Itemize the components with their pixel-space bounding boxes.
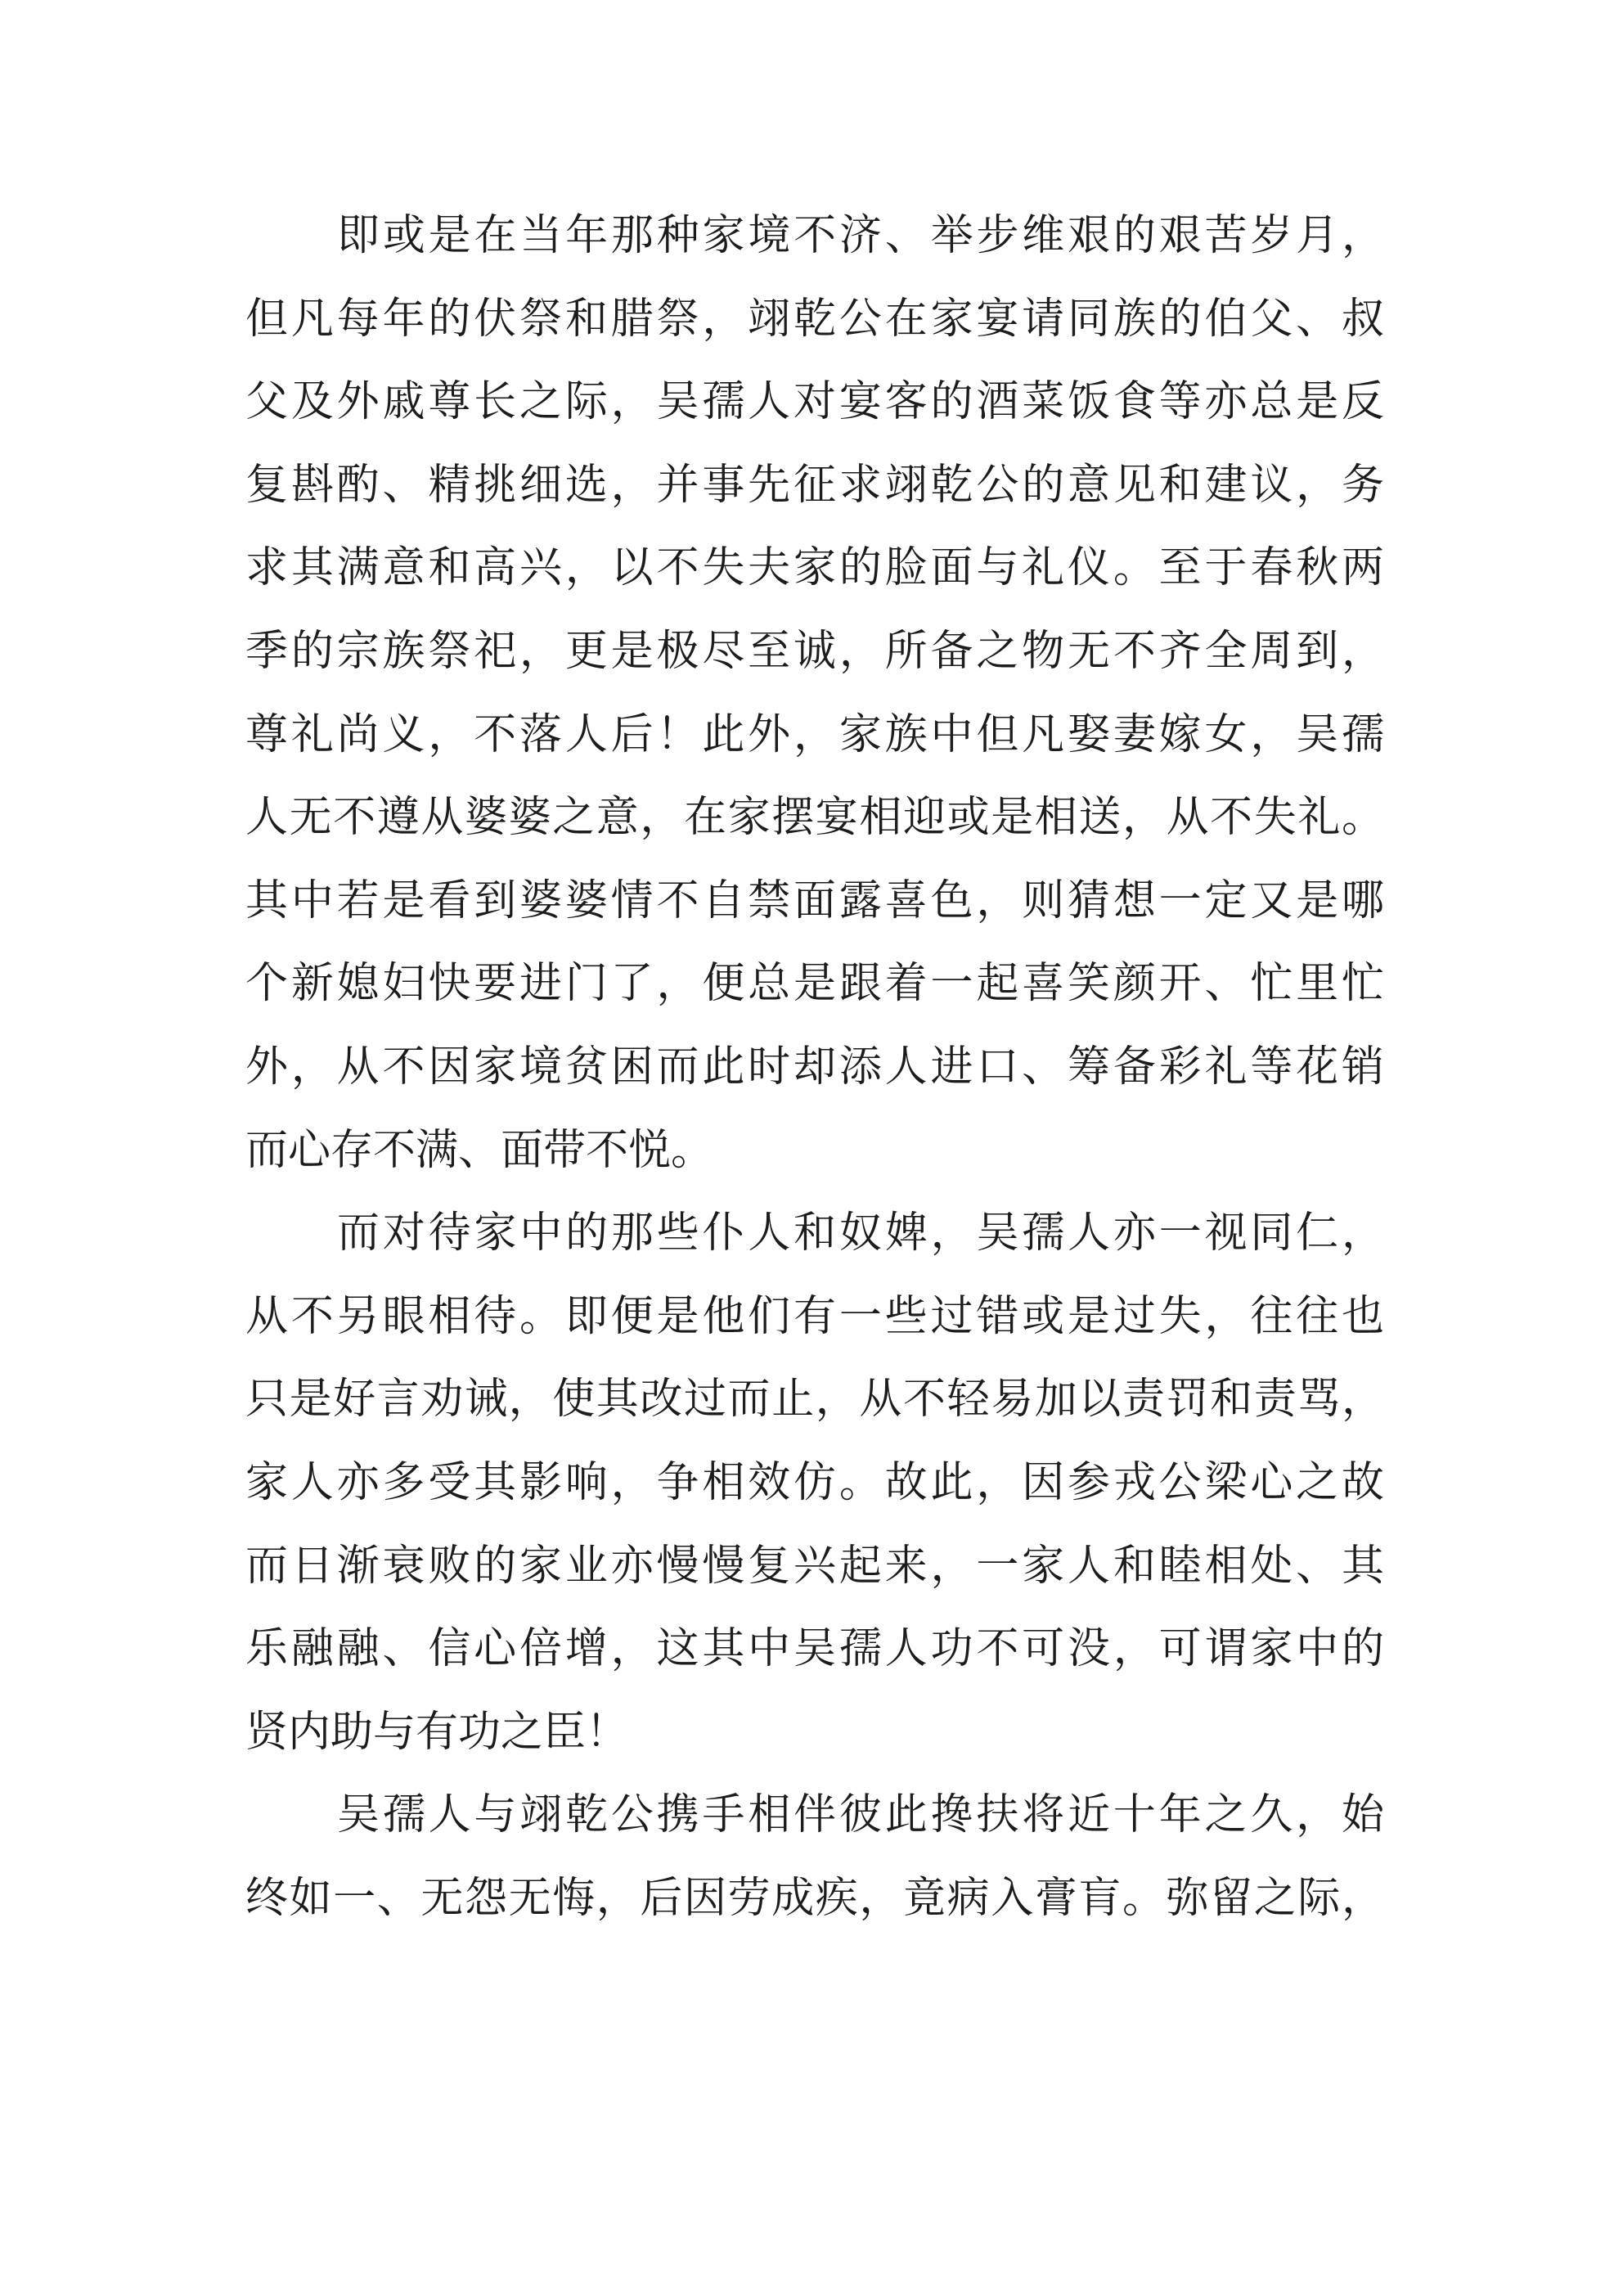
- paragraph-1-line-1: 即或是在当年那种家境不济、举步维艰的艰苦岁月，: [337, 211, 1384, 260]
- paragraph-2-line-3: 只是好言劝诫，使其改过而止，从不轻易加以责罚和责骂，: [245, 1375, 1384, 1425]
- paragraph-1-line-9: 其中若是看到婆婆情不自禁面露喜色，则猜想一定又是哪: [245, 876, 1384, 925]
- paragraph-2-line-7: 贤内助与有功之臣！: [245, 1707, 629, 1757]
- paragraph-1-line-5: 求其满意和高兴，以不失夫家的脸面与礼仪。至于春秋两: [245, 543, 1384, 593]
- paragraph-2-line-1: 而对待家中的那些仆人和奴婢，吴孺人亦一视同仁，: [337, 1209, 1384, 1258]
- paragraph-1-line-2: 但凡每年的伏祭和腊祭，翊乾公在家宴请同族的伯父、叔: [245, 294, 1384, 344]
- paragraph-3-line-1: 吴孺人与翊乾公携手相伴彼此搀扶将近十年之久，始: [337, 1790, 1384, 1840]
- body-text: [245, 195, 1384, 1940]
- paragraph-1-line-12: 而心存不满、面带不悦。: [245, 1125, 714, 1175]
- paragraph-1-line-10: 个新媳妇快要进门了，便总是跟着一起喜笑颜开、忙里忙: [245, 959, 1384, 1009]
- paragraph-2-line-2: 从不另眼相待。即便是他们有一些过错或是过失，往往也: [245, 1291, 1384, 1341]
- paragraph-1-line-3: 父及外戚尊长之际，吴孺人对宴客的酒菜饭食等亦总是反: [245, 377, 1384, 427]
- paragraph-2-line-5: 而日渐衰败的家业亦慢慢复兴起来，一家人和睦相处、其: [245, 1541, 1384, 1591]
- paragraph-2-line-4: 家人亦多受其影响，争相效仿。故此，因参戎公梁心之故: [245, 1457, 1384, 1507]
- paragraph-3-line-2: 终如一、无怨无悔，后因劳成疾，竟病入膏肓。弥留之际，: [245, 1873, 1384, 1923]
- paragraph-1-line-6: 季的宗族祭祀，更是极尽至诚，所备之物无不齐全周到，: [245, 626, 1384, 676]
- paragraph-1-line-8: 人无不遵从婆婆之意，在家摆宴相迎或是相送，从不失礼。: [245, 793, 1384, 843]
- paragraph-1-line-4: 复斟酌、精挑细选，并事先征求翊乾公的意见和建议，务: [245, 460, 1384, 510]
- paragraph-1-line-11: 外，从不因家境贫困而此时却添人进口、筹备彩礼等花销: [245, 1042, 1384, 1092]
- paragraph-1-line-7: 尊礼尚义，不落人后！此外，家族中但凡娶妻嫁女，吴孺: [245, 709, 1384, 759]
- paragraph-2-line-6: 乐融融、信心倍增，这其中吴孺人功不可没，可谓家中的: [245, 1624, 1384, 1674]
